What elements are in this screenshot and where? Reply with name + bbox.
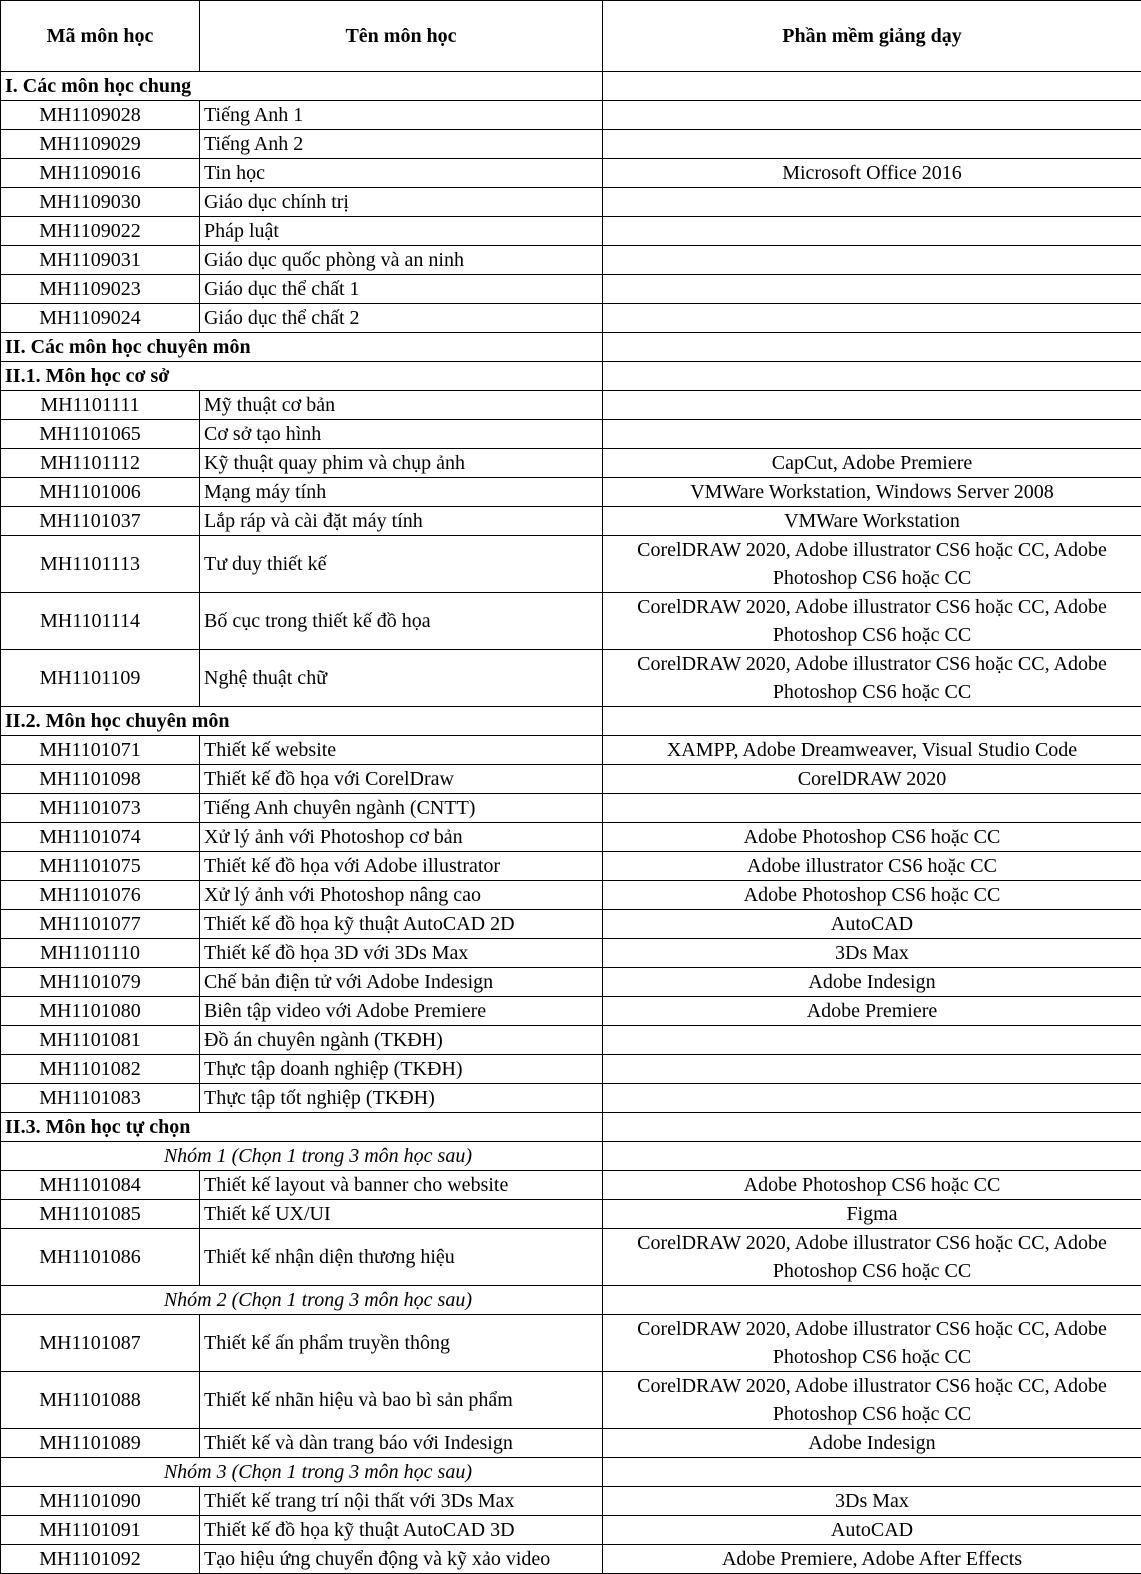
- table-row: [1, 1200, 1141, 1229]
- group-row: [1, 1142, 1141, 1171]
- table-row: [1, 1026, 1141, 1055]
- course-name: Tiếng Anh chuyên ngành (CNTT): [200, 794, 603, 823]
- table-row: [1, 765, 1141, 794]
- course-name: Lắp ráp và cài đặt máy tính: [200, 507, 603, 536]
- course-code: MH1109029: [1, 130, 200, 159]
- table-row: [1, 1429, 1141, 1458]
- course-software: [603, 1026, 1141, 1055]
- course-code: MH1109030: [1, 188, 200, 217]
- course-name: Nghệ thuật chữ: [200, 650, 603, 707]
- course-software: AutoCAD: [603, 910, 1141, 939]
- course-software: Adobe illustrator CS6 hoặc CC: [603, 852, 1141, 881]
- section-label: II. Các môn học chuyên môn: [1, 333, 603, 362]
- course-code: MH1101076: [1, 881, 200, 910]
- section-label: II.3. Môn học tự chọn: [1, 1113, 603, 1142]
- section-row: [1, 333, 1141, 362]
- course-software: CorelDRAW 2020, Adobe illustrator CS6 hoặc CC, Adobe Photoshop CS6 hoặc CC: [603, 1372, 1141, 1429]
- course-software: CorelDRAW 2020, Adobe illustrator CS6 hoặc CC, Adobe Photoshop CS6 hoặc CC: [603, 1315, 1141, 1372]
- group-row: [1, 1286, 1141, 1315]
- group-label: Nhóm 3 (Chọn 1 trong 3 môn học sau): [1, 1458, 603, 1487]
- course-software: Adobe Photoshop CS6 hoặc CC: [603, 881, 1141, 910]
- table-row: [1, 507, 1141, 536]
- table-row: [1, 449, 1141, 478]
- course-name: Thiết kế đồ họa kỹ thuật AutoCAD 3D: [200, 1516, 603, 1545]
- course-name: Bố cục trong thiết kế đồ họa: [200, 593, 603, 650]
- empty-cell: [603, 333, 1141, 362]
- course-software: [603, 217, 1141, 246]
- course-name: Thực tập tốt nghiệp (TKĐH): [200, 1084, 603, 1113]
- course-name: Pháp luật: [200, 217, 603, 246]
- course-code: MH1101074: [1, 823, 200, 852]
- course-software: VMWare Workstation, Windows Server 2008: [603, 478, 1141, 507]
- table-row: [1, 593, 1141, 650]
- course-code: MH1101087: [1, 1315, 200, 1372]
- course-name: Tư duy thiết kế: [200, 536, 603, 593]
- course-name: Thiết kế đồ họa kỹ thuật AutoCAD 2D: [200, 910, 603, 939]
- course-name: Tin học: [200, 159, 603, 188]
- course-code: MH1101065: [1, 420, 200, 449]
- course-name: Thiết kế trang trí nội thất với 3Ds Max: [200, 1487, 603, 1516]
- course-name: Thiết kế nhãn hiệu và bao bì sản phẩm: [200, 1372, 603, 1429]
- table-row: [1, 1487, 1141, 1516]
- course-name: Thiết kế và dàn trang báo với Indesign: [200, 1429, 603, 1458]
- section-label: II.2. Môn học chuyên môn: [1, 707, 603, 736]
- group-row: [1, 1458, 1141, 1487]
- table-row: [1, 1055, 1141, 1084]
- table-row: [1, 420, 1141, 449]
- column-header-software: Phần mềm giảng dạy: [603, 1, 1141, 72]
- course-code: MH1101092: [1, 1545, 200, 1574]
- table-row: [1, 536, 1141, 593]
- table-row: [1, 794, 1141, 823]
- table-row: [1, 217, 1141, 246]
- course-software: AutoCAD: [603, 1516, 1141, 1545]
- column-header-name: Tên môn học: [200, 1, 603, 72]
- course-software: Adobe Premiere: [603, 997, 1141, 1026]
- course-code: MH1101083: [1, 1084, 200, 1113]
- table-row: [1, 650, 1141, 707]
- empty-cell: [603, 1458, 1141, 1487]
- course-code: MH1101082: [1, 1055, 200, 1084]
- course-software: VMWare Workstation: [603, 507, 1141, 536]
- table-row: [1, 1545, 1141, 1574]
- table-row: [1, 304, 1141, 333]
- course-code: MH1101091: [1, 1516, 200, 1545]
- course-name: Chế bản điện tử với Adobe Indesign: [200, 968, 603, 997]
- course-code: MH1101111: [1, 391, 200, 420]
- course-code: MH1101075: [1, 852, 200, 881]
- course-code: MH1101109: [1, 650, 200, 707]
- course-code: MH1109031: [1, 246, 200, 275]
- course-software: [603, 275, 1141, 304]
- course-software: [603, 1084, 1141, 1113]
- course-code: MH1101112: [1, 449, 200, 478]
- course-software: Adobe Photoshop CS6 hoặc CC: [603, 823, 1141, 852]
- course-code: MH1101113: [1, 536, 200, 593]
- table-row: [1, 188, 1141, 217]
- course-software: [603, 304, 1141, 333]
- course-name: Mỹ thuật cơ bản: [200, 391, 603, 420]
- course-software: CorelDRAW 2020, Adobe illustrator CS6 hoặc CC, Adobe Photoshop CS6 hoặc CC: [603, 593, 1141, 650]
- course-name: Thiết kế website: [200, 736, 603, 765]
- table-row: [1, 1229, 1141, 1286]
- table-row: [1, 1315, 1141, 1372]
- course-code: MH1101086: [1, 1229, 200, 1286]
- course-code: MH1109024: [1, 304, 200, 333]
- course-software: CorelDRAW 2020, Adobe illustrator CS6 hoặc CC, Adobe Photoshop CS6 hoặc CC: [603, 650, 1141, 707]
- table-row: [1, 391, 1141, 420]
- course-software: CorelDRAW 2020, Adobe illustrator CS6 hoặc CC, Adobe Photoshop CS6 hoặc CC: [603, 536, 1141, 593]
- course-code: MH1109016: [1, 159, 200, 188]
- course-name: Thiết kế đồ họa với Adobe illustrator: [200, 852, 603, 881]
- course-name: Thiết kế đồ họa 3D với 3Ds Max: [200, 939, 603, 968]
- empty-cell: [603, 362, 1141, 391]
- table-row: [1, 997, 1141, 1026]
- course-software: Adobe Indesign: [603, 1429, 1141, 1458]
- table-row: [1, 852, 1141, 881]
- course-name: Giáo dục quốc phòng và an ninh: [200, 246, 603, 275]
- table-row: [1, 968, 1141, 997]
- course-software: Adobe Photoshop CS6 hoặc CC: [603, 1171, 1141, 1200]
- course-name: Giáo dục chính trị: [200, 188, 603, 217]
- course-software: [603, 246, 1141, 275]
- table-row: [1, 1171, 1141, 1200]
- course-software: [603, 1055, 1141, 1084]
- course-code: MH1101085: [1, 1200, 200, 1229]
- course-name: Thực tập doanh nghiệp (TKĐH): [200, 1055, 603, 1084]
- course-software: CorelDRAW 2020, Adobe illustrator CS6 hoặc CC, Adobe Photoshop CS6 hoặc CC: [603, 1229, 1141, 1286]
- course-code: MH1101080: [1, 997, 200, 1026]
- course-code: MH1109022: [1, 217, 200, 246]
- course-software: CorelDRAW 2020: [603, 765, 1141, 794]
- course-code: MH1101037: [1, 507, 200, 536]
- table-row: [1, 1372, 1141, 1429]
- course-software: [603, 794, 1141, 823]
- course-software: [603, 420, 1141, 449]
- course-code: MH1101088: [1, 1372, 200, 1429]
- course-code: MH1101073: [1, 794, 200, 823]
- course-software: Microsoft Office 2016: [603, 159, 1141, 188]
- course-code: MH1101110: [1, 939, 200, 968]
- course-name: Kỹ thuật quay phim và chụp ảnh: [200, 449, 603, 478]
- table-row: [1, 881, 1141, 910]
- course-code: MH1109023: [1, 275, 200, 304]
- table-row: [1, 159, 1141, 188]
- table-row: [1, 939, 1141, 968]
- table-row: [1, 275, 1141, 304]
- course-code: MH1101089: [1, 1429, 200, 1458]
- table-row: [1, 478, 1141, 507]
- course-code: MH1109028: [1, 101, 200, 130]
- table-row: [1, 1516, 1141, 1545]
- course-code: MH1101006: [1, 478, 200, 507]
- table-row: [1, 910, 1141, 939]
- course-code: MH1101084: [1, 1171, 200, 1200]
- course-software: XAMPP, Adobe Dreamweaver, Visual Studio Code: [603, 736, 1141, 765]
- group-label: Nhóm 1 (Chọn 1 trong 3 môn học sau): [1, 1142, 603, 1171]
- course-code: MH1101079: [1, 968, 200, 997]
- course-software: [603, 130, 1141, 159]
- course-name: Thiết kế layout và banner cho website: [200, 1171, 603, 1200]
- course-code: MH1101077: [1, 910, 200, 939]
- section-row: [1, 362, 1141, 391]
- course-software: CapCut, Adobe Premiere: [603, 449, 1141, 478]
- course-software: Adobe Indesign: [603, 968, 1141, 997]
- empty-cell: [603, 707, 1141, 736]
- table-row: [1, 246, 1141, 275]
- empty-cell: [603, 1286, 1141, 1315]
- table-row: [1, 130, 1141, 159]
- course-name: Giáo dục thể chất 2: [200, 304, 603, 333]
- course-name: Biên tập video với Adobe Premiere: [200, 997, 603, 1026]
- course-software: Figma: [603, 1200, 1141, 1229]
- course-name: Giáo dục thể chất 1: [200, 275, 603, 304]
- column-header-code: Mã môn học: [1, 1, 200, 72]
- course-software: 3Ds Max: [603, 939, 1141, 968]
- course-software: [603, 101, 1141, 130]
- course-code: MH1101098: [1, 765, 200, 794]
- table-row: [1, 736, 1141, 765]
- course-name: Thiết kế nhận diện thương hiệu: [200, 1229, 603, 1286]
- course-code: MH1101081: [1, 1026, 200, 1055]
- course-name: Tiếng Anh 2: [200, 130, 603, 159]
- section-label: II.1. Môn học cơ sở: [1, 362, 603, 391]
- section-label: I. Các môn học chung: [1, 72, 603, 101]
- course-name: Xử lý ảnh với Photoshop cơ bản: [200, 823, 603, 852]
- course-code: MH1101114: [1, 593, 200, 650]
- course-software: [603, 188, 1141, 217]
- course-name: Tạo hiệu ứng chuyển động và kỹ xảo video: [200, 1545, 603, 1574]
- section-row: [1, 1113, 1141, 1142]
- course-name: Thiết kế ấn phẩm truyền thông: [200, 1315, 603, 1372]
- course-name: Thiết kế đồ họa với CorelDraw: [200, 765, 603, 794]
- course-name: Thiết kế UX/UI: [200, 1200, 603, 1229]
- course-name: Cơ sở tạo hình: [200, 420, 603, 449]
- course-software: 3Ds Max: [603, 1487, 1141, 1516]
- course-software: [603, 391, 1141, 420]
- table-row: [1, 1084, 1141, 1113]
- section-row: [1, 707, 1141, 736]
- empty-cell: [603, 1142, 1141, 1171]
- table-row: [1, 101, 1141, 130]
- course-software: Adobe Premiere, Adobe After Effects: [603, 1545, 1141, 1574]
- header-row: [1, 1, 1141, 72]
- course-code: MH1101071: [1, 736, 200, 765]
- empty-cell: [603, 72, 1141, 101]
- course-name: Tiếng Anh 1: [200, 101, 603, 130]
- course-name: Đồ án chuyên ngành (TKĐH): [200, 1026, 603, 1055]
- table-row: [1, 823, 1141, 852]
- empty-cell: [603, 1113, 1141, 1142]
- table-body: [1, 72, 1141, 1574]
- course-code: MH1101090: [1, 1487, 200, 1516]
- group-label: Nhóm 2 (Chọn 1 trong 3 môn học sau): [1, 1286, 603, 1315]
- course-name: Xử lý ảnh với Photoshop nâng cao: [200, 881, 603, 910]
- course-name: Mạng máy tính: [200, 478, 603, 507]
- section-row: [1, 72, 1141, 101]
